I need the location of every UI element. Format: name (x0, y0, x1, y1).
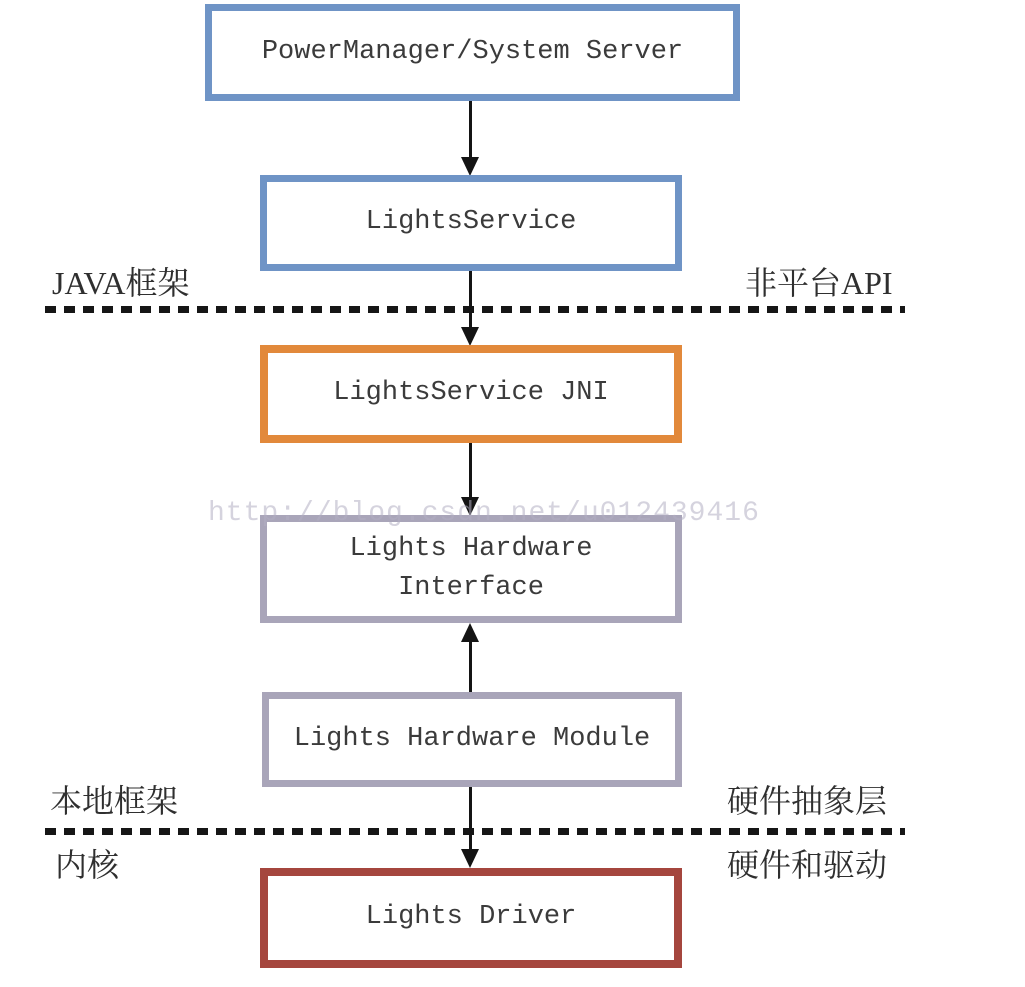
arrow-line-2 (469, 271, 472, 329)
arrow-down-icon-2 (461, 327, 479, 346)
box-power-manager-system-server (205, 4, 740, 101)
layer-label-hardware-and-driver: 硬件和驱动 (727, 847, 888, 883)
arrow-down-icon-5 (461, 849, 479, 868)
layer-label-native-framework: 本地框架 (50, 783, 179, 819)
dotted-divider-bottom (45, 828, 905, 835)
box-label-lights-hardware-module: Lights Hardware Module (293, 723, 651, 754)
watermark: http://blog.csdn.net/u012439416 (208, 498, 760, 529)
box-lights-service (260, 175, 682, 271)
layer-label-java-framework: JAVA框架 (52, 265, 190, 301)
dotted-divider-top (45, 306, 905, 313)
box-label-lights-service-jni: LightsService JNI (333, 378, 609, 409)
layer-label-hardware-abstraction-layer: 硬件抽象层 (727, 783, 888, 819)
box-label-lights-driver: Lights Driver (365, 902, 577, 933)
layer-label-non-platform-api: 非平台API (745, 265, 893, 301)
box-lights-hardware-interface (260, 515, 682, 623)
arrow-up-icon (461, 623, 479, 642)
layer-label-kernel: 内核 (55, 847, 120, 883)
arrow-line-3 (469, 443, 472, 499)
box-lights-service-jni (260, 345, 682, 443)
arrow-down-icon-1 (461, 157, 479, 176)
box-label-power-manager-system-server: PowerManager/System Server (261, 36, 684, 67)
box-label-lights-service: LightsService (365, 207, 577, 238)
box-label-lights-hardware-interface: Lights Hardware Interface (349, 533, 593, 603)
arrow-down-icon-3 (461, 497, 479, 516)
box-lights-driver (260, 868, 682, 968)
arrow-line-1 (469, 101, 472, 159)
arrow-line-4 (469, 640, 472, 692)
box-lights-hardware-module (262, 692, 682, 787)
arrow-line-5 (469, 787, 472, 851)
